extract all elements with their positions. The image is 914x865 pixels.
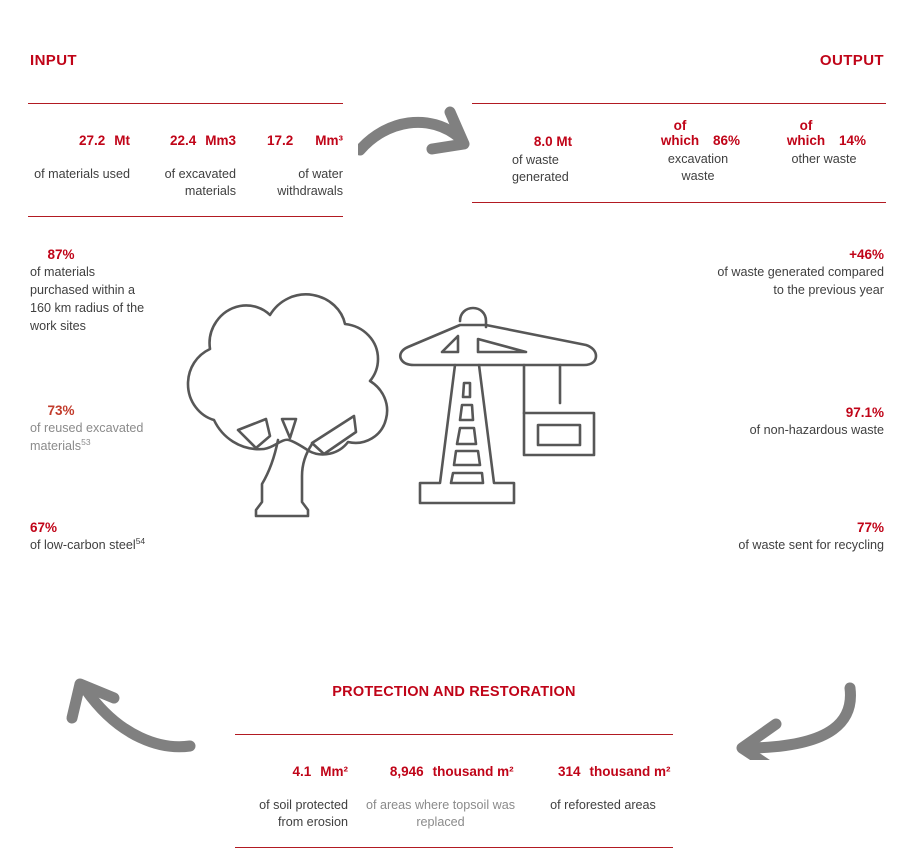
input-stat-table (28, 103, 343, 217)
protection-stat-cell (348, 735, 533, 847)
input-section-header: INPUT (30, 52, 77, 69)
protection-stat-desc: of soil protected from erosion (259, 798, 348, 829)
curved-arrow-right-icon (358, 100, 483, 170)
output-breakdown-number: 14% (838, 133, 867, 148)
output-breakdown-desc: excavation waste (667, 152, 729, 183)
kpi-reused-excavated-materials (30, 402, 200, 455)
output-section-header: OUTPUT (819, 52, 884, 69)
input-stat-value (147, 118, 236, 163)
tree-icon (178, 288, 400, 520)
protection-stat-table (235, 734, 673, 848)
kpi-description (30, 419, 200, 455)
output-stat-cell-breakdown (762, 104, 886, 184)
kpi-value: 87% (47, 247, 75, 262)
curved-arrow-up-left-icon (58, 676, 198, 760)
output-stat-desc: of waste generated (512, 153, 569, 184)
kpi-description-text: of reused excavated materials (30, 421, 144, 453)
input-stat-unit: Mm³ (315, 133, 343, 148)
protection-stat-unit: thousand m² (432, 764, 514, 779)
protection-stat-number: 8,946 (389, 764, 424, 779)
protection-section-header: PROTECTION AND RESTORATION (332, 684, 576, 700)
input-stat-desc: of materials used (34, 167, 130, 181)
kpi-non-hazardous-waste (654, 404, 884, 439)
protection-stat-value (367, 749, 513, 794)
protection-stat-number: 314 (557, 764, 581, 779)
output-breakdown-label: of which (786, 118, 826, 148)
kpi-description: of waste sent for recycling (738, 538, 884, 552)
output-breakdown-desc: other waste (791, 152, 857, 166)
input-stat-cell (130, 104, 236, 216)
input-stat-unit: Mt (114, 133, 130, 148)
kpi-value: +46% (849, 247, 884, 262)
protection-stat-desc: of areas where topsoil was replaced (365, 798, 516, 829)
input-stat-cell (28, 104, 130, 199)
protection-stat-unit: Mm² (320, 764, 348, 779)
kpi-waste-recycled (654, 519, 884, 554)
kpi-low-carbon-steel (30, 519, 170, 554)
kpi-footnote-marker: 54 (135, 535, 146, 546)
input-stat-number: 27.2 (78, 133, 106, 148)
output-stat-cell-primary (472, 104, 634, 202)
kpi-description-text: of low-carbon steel (30, 538, 136, 552)
kpi-description: of materials purchased within a 160 km radius of the work sites (30, 265, 145, 333)
input-stat-unit: Mm3 (205, 133, 236, 148)
input-stat-desc: of water withdrawals (277, 167, 343, 198)
output-breakdown-number: 86% (712, 133, 741, 148)
input-stat-cell (236, 104, 343, 216)
crane-icon (398, 303, 614, 511)
kpi-value: 77% (856, 520, 884, 535)
kpi-description (30, 536, 170, 554)
input-stat-value (244, 118, 343, 163)
output-stat-value: 8.0 Mt (533, 134, 573, 149)
output-stat-table (472, 103, 886, 203)
protection-stat-number: 4.1 (292, 764, 312, 779)
kpi-footnote-marker: 53 (81, 436, 91, 447)
output-breakdown-value-row (782, 118, 866, 148)
kpi-value: 67% (30, 520, 58, 535)
output-stat-cell-breakdown (634, 104, 762, 201)
protection-stat-value (535, 749, 670, 794)
output-breakdown-value-row (656, 118, 740, 148)
input-stat-number: 22.4 (169, 133, 197, 148)
kpi-waste-vs-previous-year (704, 246, 884, 299)
protection-stat-cell (235, 735, 348, 847)
kpi-description: of waste generated compared to the previous year (717, 265, 884, 297)
kpi-description: of non-hazardous waste (749, 423, 884, 437)
curved-arrow-left-icon (728, 676, 868, 760)
input-stat-desc: of excavated materials (164, 167, 236, 198)
kpi-value: 97.1% (845, 405, 884, 420)
protection-stat-desc: of reforested areas (550, 798, 656, 812)
input-stat-number: 17.2 (266, 133, 294, 148)
protection-stat-cell (533, 735, 673, 830)
input-stat-value (56, 118, 130, 163)
protection-stat-value (270, 749, 348, 794)
kpi-value: 73% (47, 403, 75, 418)
protection-stat-unit: thousand m² (589, 764, 671, 779)
output-breakdown-label: of which (660, 118, 700, 148)
kpi-materials-purchased (30, 246, 150, 335)
